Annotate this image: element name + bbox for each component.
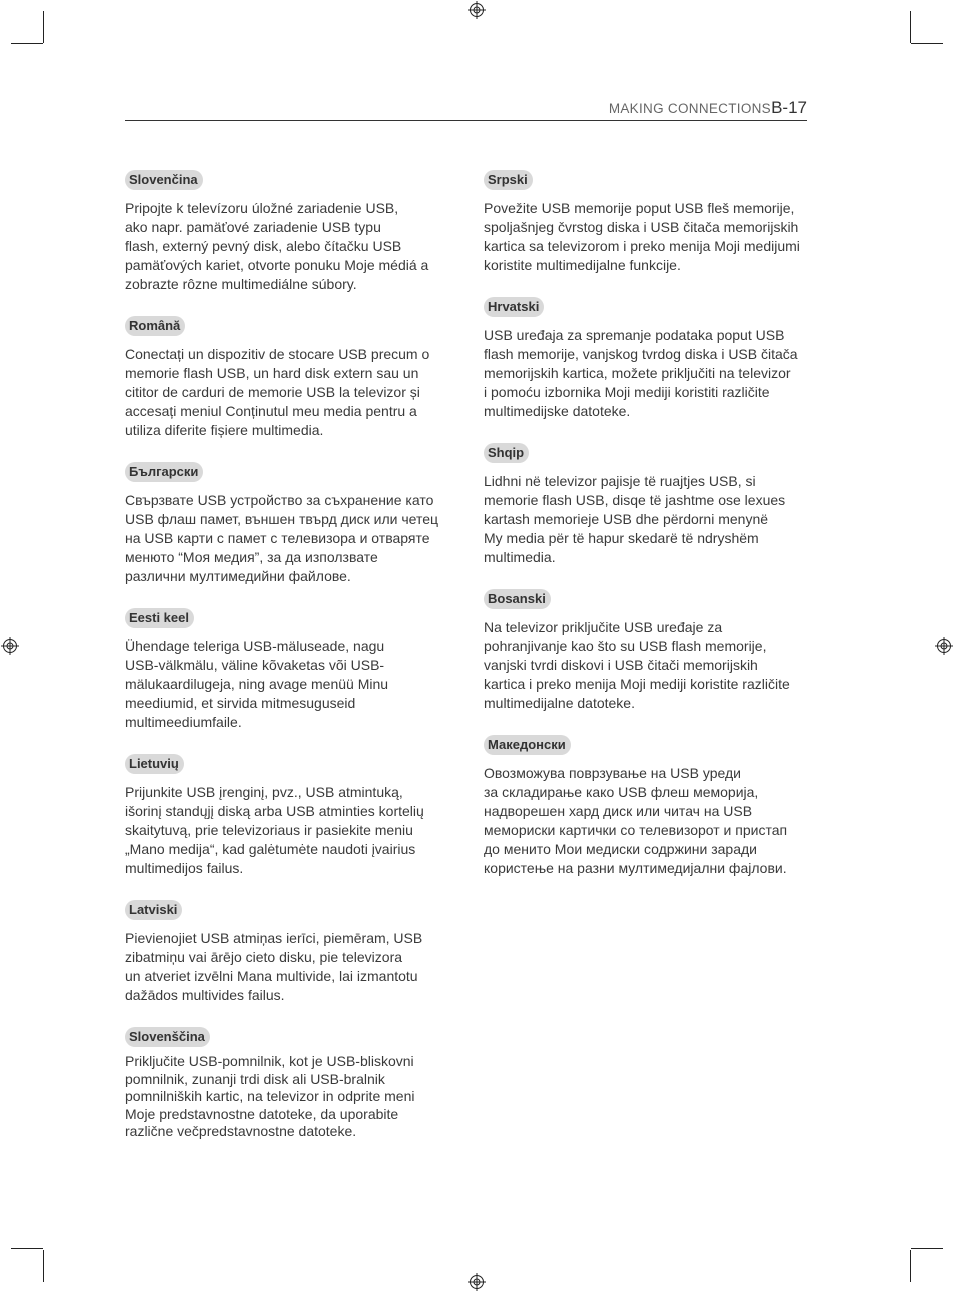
- language-badge: Slovenščina: [125, 1027, 210, 1047]
- crop-mark-top-left-h: [11, 43, 43, 44]
- language-badge: Lietuvių: [125, 754, 184, 774]
- page-number: B-17: [771, 98, 807, 117]
- language-block-croatian: [484, 297, 814, 421]
- registration-mark-top-icon: [468, 1, 486, 19]
- crop-mark-bottom-right-h: [911, 1248, 943, 1249]
- language-text: Povežite USB memorije poput USB fleš memorije, spoljašnjeg čvrstog diska i USB čitača memorijskih kartica sa televizorom i preko menija Moji medijumi koristite multimedijalne funkcije.: [484, 200, 800, 273]
- language-badge: Srpski: [484, 170, 533, 190]
- language-text: Na televizor priključite USB uređaje za pohranjivanje kao što su USB flash memorije, vanjski tvrdi diskovi i USB čitači memorijskih kartica i preko menija Moji mediji koristite različite multimedijalne datoteke.: [484, 619, 790, 711]
- crop-mark-bottom-right-v: [910, 1250, 911, 1282]
- crop-mark-top-right-v: [910, 11, 911, 43]
- language-text: Ühendage teleriga USB-mäluseade, nagu USB-välkmälu, väline kõvaketas või USB- mälukaardilugeja, ning avage menüü Minu meediumid, et sirvida mitmesuguseid multimeediumfaile.: [125, 638, 389, 730]
- left-column: [125, 170, 455, 1141]
- language-text: Prijunkite USB įrenginį, pvz., USB atmintuką, išorinį standųjį diską arba USB atminties kortelių skaitytuvą, prie televizoriaus ir pasiekite meniu „Mano medija“, kad galėtumėte naudoti įvairius multimedijos failus.: [125, 784, 424, 876]
- language-block-albanian: [484, 443, 814, 567]
- language-badge: Slovenčina: [125, 170, 203, 190]
- language-block-lithuanian: [125, 754, 455, 878]
- language-badge: Hrvatski: [484, 297, 544, 317]
- page-header: [125, 98, 807, 121]
- crop-mark-bottom-left-h: [11, 1248, 43, 1249]
- language-block-macedonian: [484, 735, 814, 878]
- language-badge: Shqip: [484, 443, 529, 463]
- language-block-bulgarian: [125, 462, 455, 586]
- registration-mark-right-icon: [935, 637, 953, 655]
- language-block-romanian: [125, 316, 455, 440]
- crop-mark-top-right-h: [911, 43, 943, 44]
- right-column: [484, 170, 814, 878]
- language-badge: Eesti keel: [125, 608, 194, 628]
- section-title: MAKING CONNECTIONS: [608, 101, 771, 116]
- language-text: Conectați un dispozitiv de stocare USB precum o memorie flash USB, un hard disk extern sau un cititor de carduri de memorie USB la televizor și accesați meniul Conținutul meu media pentru a utiliza diferite fișiere multimedia.: [125, 346, 430, 438]
- language-block-bosnian: [484, 589, 814, 713]
- registration-mark-left-icon: [1, 637, 19, 655]
- language-text: Pripojte k televízoru úložné zariadenie USB, ako napr. pamäťové zariadenie USB typu flash, externý pevný disk, alebo čítačku USB pamäťových kariet, otvorte ponuku Moje médiá a zobrazte rôzne multimediálne súbory.: [125, 200, 429, 292]
- language-text: Pievienojiet USB atmiņas ierīci, piemēram, USB zibatmiņu vai ārējo cieto disku, pie televizora un atveriet izvēlni Mana multivide, lai izmantotu dažādos multivides failus.: [125, 930, 423, 1003]
- language-badge: Latviski: [125, 900, 182, 920]
- language-text: USB uređaja za spremanje podataka poput USB flash memorije, vanjskog tvrdog diska i USB čitača memorijskih kartica, možete priključiti na televizor i pomoću izbornika Moji mediji koristiti različite multimedijske datoteke.: [484, 327, 798, 419]
- language-badge: Македонски: [484, 735, 571, 755]
- language-block-estonian: [125, 608, 455, 732]
- language-block-latvian: [125, 900, 455, 1005]
- language-text: Овозможува поврзување на USB уреди за складирање како USB флеш меморија, надворешен хард диск или читач на USB мемориски картички со телевизорот и пристап до менито Мои медиски содржини заради користење на разни мултимедијални фајлови.: [484, 765, 788, 876]
- language-badge: Български: [125, 462, 203, 482]
- language-block-serbian: [484, 170, 814, 275]
- crop-mark-bottom-left-v: [43, 1250, 44, 1282]
- language-text: Lidhni në televizor pajisje të ruajtjes USB, si memorie flash USB, disqe të jashtme ose lexues kartash memorieje USB dhe përdorni menynë My media për të hapur skedarë të ndryshëm multimedia.: [484, 473, 786, 565]
- language-text: Свързвате USB устройство за съхранение като USB флаш памет, външен твърд диск или четец на USB карти с памет с телевизора и отваряте менюто “Моя медия”, за да използвате различни мултимедийни файлове.: [125, 492, 439, 584]
- language-badge: Română: [125, 316, 185, 336]
- language-block-slovak: [125, 170, 455, 294]
- crop-mark-top-left-v: [43, 11, 44, 43]
- language-text: Priključite USB-pomnilnik, kot je USB-bliskovni pomnilnik, zunanji trdi disk ali USB-bralnik pomnilniških kartic, na televizor in odprite meni Moje predstavnostne datoteke, da uporabite različne večpredstavnostne datoteke.: [125, 1053, 415, 1139]
- registration-mark-bottom-icon: [468, 1273, 486, 1291]
- language-badge: Bosanski: [484, 589, 551, 609]
- language-block-slovenian: [125, 1027, 455, 1141]
